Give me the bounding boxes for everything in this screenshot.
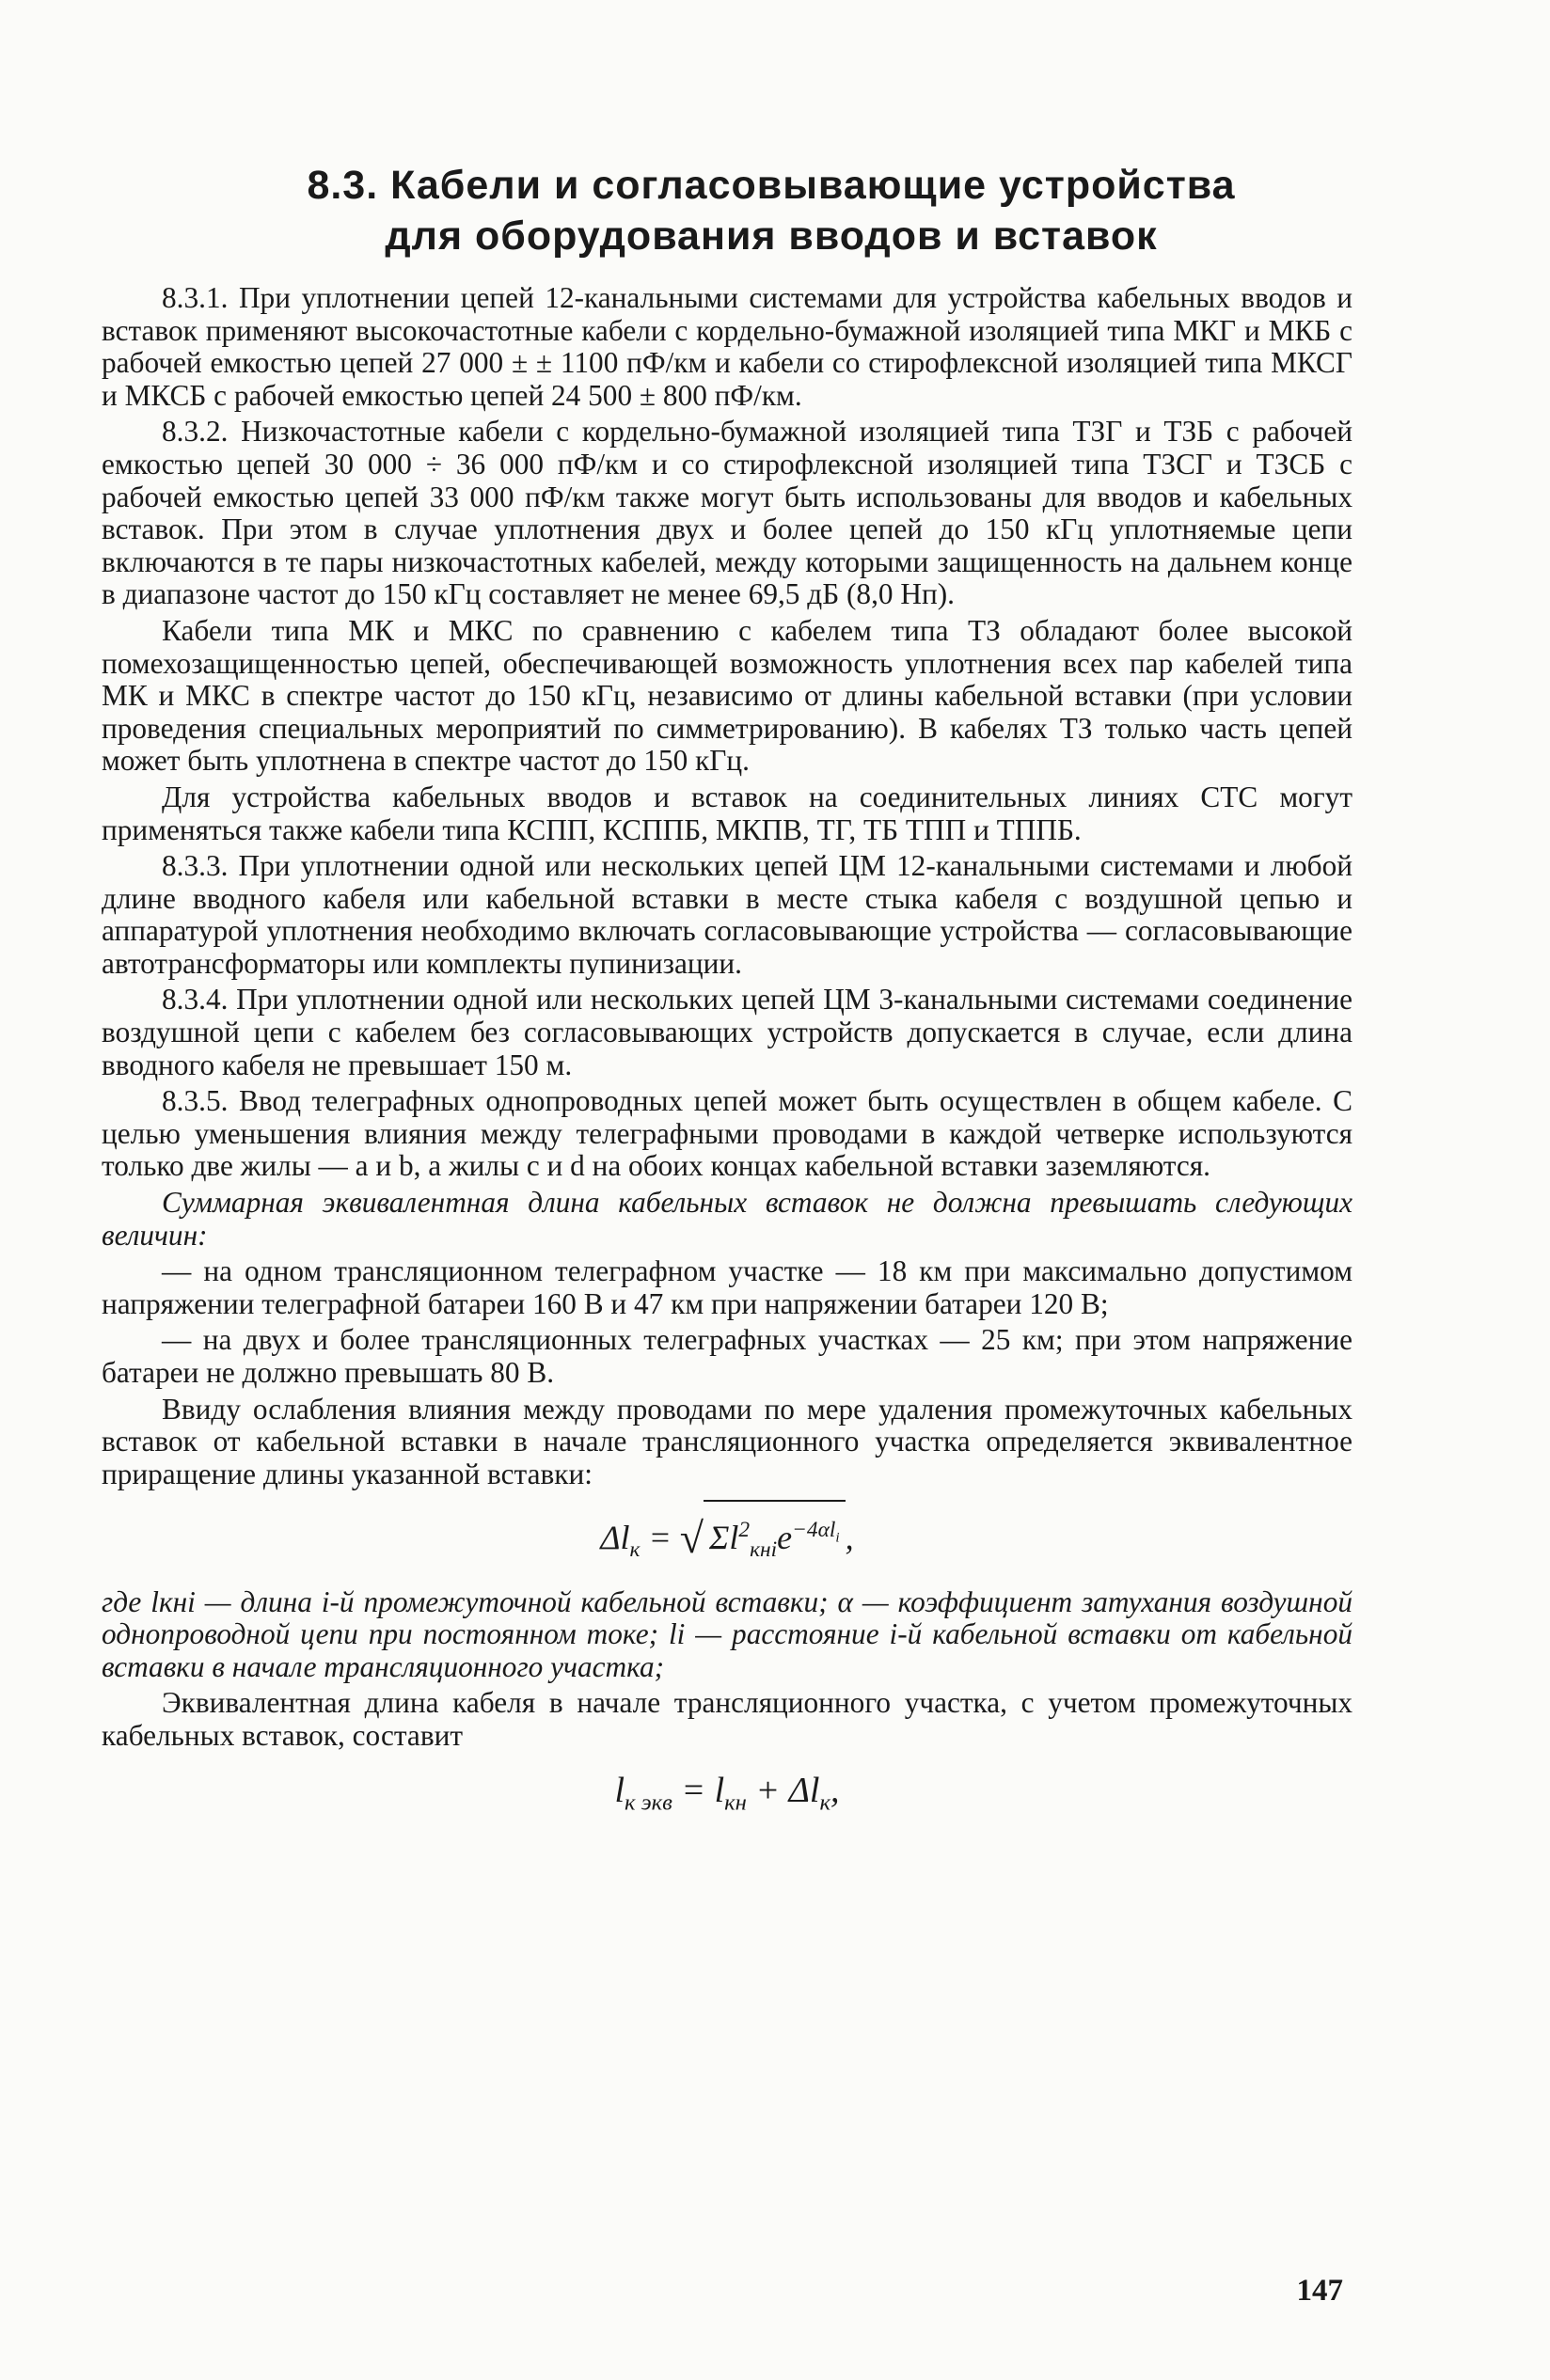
heading-line-1: 8.3. Кабели и согласовывающие устройства <box>307 163 1236 208</box>
formula-radicand <box>704 1500 846 1578</box>
formula2-term2-sub: к <box>819 1789 831 1816</box>
formula-sum-sub: кнi <box>750 1537 778 1563</box>
paragraph-8-3-4: 8.3.4. При уплотнении одной или нескольких цепей ЦМ 3-канальными системами соединение воздушной цепи с кабелем без согласовывающих устройств допускается в случае, если длина вводного кабеля не превышает 150 м. <box>102 983 1352 1081</box>
formula2-term1-sub: кн <box>724 1789 747 1816</box>
paragraph-8-3-2: 8.3.2. Низкочастотные кабели с кордельно-бумажной изоляцией типа ТЗГ и ТЗБ с рабочей емкостью цепей 30 000 ÷ 36 000 пФ/км и со стирофлексной изоляцией типа ТЗСГ и ТЗСБ с рабочей емкостью цепей 33 000 пФ/км также могут быть использованы для вводов и кабельных вставок. При этом в случае уплотнения двух и более цепей до 150 кГц уплотняемые цепи включаются в те пары низкочастотных кабелей, между которыми защищенность на дальнем конце в диапазоне частот до 150 кГц составляет не менее 69,5 дБ (8,0 Нп). <box>102 415 1352 611</box>
list-item-two-sections: — на двух и более трансляционных телеграфных участках — 25 км; при этом напряжение батареи не должно превышать 80 В. <box>102 1323 1352 1389</box>
page-number: 147 <box>1296 2274 1343 2308</box>
formula-lhs: Δl <box>600 1519 630 1557</box>
formula-exp-sup: −4αl <box>792 1518 836 1543</box>
formula-sum-sup: 2 <box>738 1518 751 1543</box>
paragraph-where: где lкнi — длина i-й промежуточной кабельной вставки; α — коэффициент затухания воздушной однопроводной цепи при постоянном токе; li — расстояние i-й кабельной вставки от кабельной вставки в начале трансляционного участка; <box>102 1584 1352 1683</box>
section-heading <box>188 160 1354 261</box>
formula-equals: = <box>640 1519 680 1557</box>
formula2-term2: Δl <box>788 1770 820 1810</box>
formula-exp <box>792 1518 840 1547</box>
paragraph-sts-cables: Для устройства кабельных вводов и вставок на соединительных линиях СТС могут применяться также кабели типа КСПП, КСППБ, МКПВ, ТГ, ТБ ТПП и ТППБ. <box>102 780 1352 846</box>
body-text <box>102 282 1352 1827</box>
formula-exp-base: e <box>777 1519 793 1557</box>
formula2-term1: l <box>714 1770 725 1810</box>
paragraph-equivalent-increment: Ввиду ослабления влияния между проводами по мере удаления промежуточных кабельных вставок от кабельной вставки в начале трансляционного участка определяется эквивалентное приращение длины указанной вставки: <box>102 1392 1352 1490</box>
paragraph-total-length: Суммарная эквивалентная длина кабельных вставок не должна превышать следующих величин: <box>102 1186 1352 1252</box>
paragraph-cable-mk: Кабели типа МК и МКС по сравнению с кабелем типа ТЗ обладают более высокой помехозащищенностью цепей, обеспечивающей возможность уплотнения всех пар кабелей типа МК и МКС в спектре частот до 150 кГц, независимо от длины кабельной вставки (при условии проведения специальных мероприятий по симметрированию). В кабелях ТЗ только часть цепей может быть уплотнена в спектре частот до 150 кГц. <box>102 613 1352 778</box>
formula2-lhs: l <box>614 1770 625 1810</box>
formula-sum: Σl <box>709 1519 739 1557</box>
list-item-one-section: — на одном трансляционном телеграфном участке — 18 км при максимально допустимом напряжении телеграфной батареи 160 В и 47 км при напряжении батареи 120 В; <box>102 1254 1352 1320</box>
formula-l-equiv <box>102 1766 1352 1828</box>
formula-tail: , <box>845 1519 854 1557</box>
formula2-equals: = <box>672 1770 715 1810</box>
formula-exp-sub: i <box>835 1530 840 1547</box>
sqrt-icon: √ <box>679 1514 704 1563</box>
paragraph-8-3-3: 8.3.3. При уплотнении одной или нескольких цепей ЦМ 12-канальными системами и любой длине вводного кабеля или кабельной вставки в месте стыка кабеля с воздушной цепью и аппаратурой уплотнения необходимо включать согласовывающие устройства — согласовывающие автотрансформаторы или комплекты пупинизации. <box>102 849 1352 980</box>
formula2-plus: + <box>746 1770 789 1810</box>
paragraph-8-3-1: 8.3.1. При уплотнении цепей 12-канальными системами для устройства кабельных вводов и вставок применяют высокочастотные кабели с кордельно-бумажной изоляцией типа МКГ и МКБ с рабочей емкостью цепей 27 000 ± ± 1100 пФ/км и кабели со стирофлексной изоляцией типа МКСГ и МКСБ с рабочей емкостью цепей 24 500 ± 800 пФ/км. <box>102 281 1352 412</box>
paragraph-8-3-5: 8.3.5. Ввод телеграфных однопроводных цепей может быть осуществлен в общем кабеле. С целью уменьшения влияния между телеграфными проводами в каждой четверке используются только две жилы — a и b, а жилы c и d на обоих концах кабельной вставки заземляются. <box>102 1084 1352 1183</box>
formula2-tail: , <box>830 1770 840 1810</box>
formula-delta-lk <box>102 1500 1352 1578</box>
paragraph-equivalent-length: Эквивалентная длина кабеля в начале трансляционного участка, с учетом промежуточных кабельных вставок, составит <box>102 1686 1352 1752</box>
formula2-lhs-sub: к экв <box>625 1789 672 1816</box>
heading-line-2: для оборудования вводов и вставок <box>385 213 1158 259</box>
formula-lhs-sub: к <box>629 1537 641 1563</box>
